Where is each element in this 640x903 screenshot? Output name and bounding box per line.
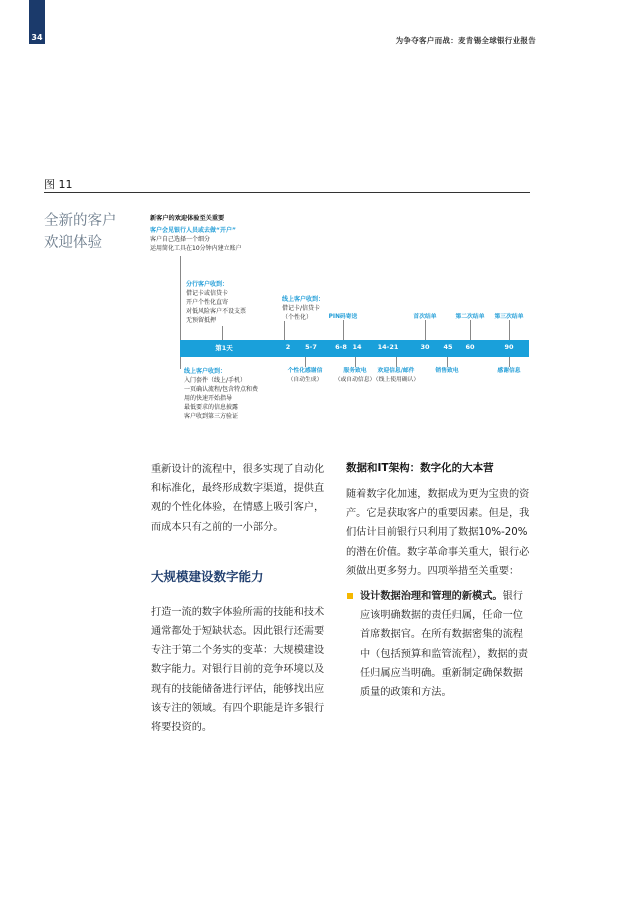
connector-line <box>470 320 471 340</box>
figure-label: 图 11 <box>44 178 73 191</box>
timeline-tick: 60 <box>465 343 475 351</box>
callout-line: 对低风险客户不设支票 <box>186 308 247 315</box>
below-head: 个性化感谢信 <box>287 368 323 374</box>
figure-heading: 全新的客户 欢迎体验 <box>44 213 117 251</box>
below-line: （自动生成） <box>287 377 323 383</box>
right-column <box>346 460 530 702</box>
connector-line <box>343 320 344 340</box>
below-thank-you-letter <box>288 367 323 385</box>
below-line: （线上使用确认） <box>372 377 420 383</box>
callout-meet-banker <box>150 226 242 253</box>
below-thanks-message <box>497 367 520 376</box>
left-paragraph-1: 重新设计的流程中，很多实现了自动化和标准化，最终形成数字渠道，提供直观的个性化体验，在情感上吸引客户，而成本只有之前的一小部分。 <box>151 464 325 533</box>
below-head: 欢迎信息/邮件 <box>377 368 415 374</box>
below-head: 服务致电 <box>343 368 367 374</box>
timeline-bar <box>180 340 529 357</box>
figure-rule <box>44 192 530 193</box>
bullet-square-icon <box>347 593 353 599</box>
below-welcome-mail <box>373 367 419 385</box>
below-line: （或自动信息） <box>334 377 376 383</box>
left-paragraph-2: 打造一流的数字体验所需的技能和技术通常都处于短缺状态。因此银行还需要专注于第二个务实的变革：大规模建设数字能力。对银行目前的竞争环境以及现有的技能储备进行评估，能够找出应该专注的领域。有四个职能是许多银行将要投资的。 <box>151 606 325 734</box>
callout-line: （个性化） <box>282 314 313 321</box>
connector-line <box>425 320 426 340</box>
timeline-tick: 5-7 <box>305 343 317 351</box>
connector-line <box>447 357 448 367</box>
callout-line: 无预留抵押 <box>186 317 217 324</box>
callout-branch-customer <box>186 280 246 325</box>
timeline-tick: 2 <box>285 343 291 351</box>
section-title-data-it: 数据和IT架构：数字化的大本营 <box>346 462 494 474</box>
timeline-tick: 第1天 <box>215 344 233 352</box>
connector-line <box>355 357 356 367</box>
callout-line: 入门套件（线上/手机） <box>184 377 247 384</box>
bullet-text <box>360 587 530 702</box>
callout-online-customer <box>282 295 324 322</box>
right-paragraph-1: 随着数字化加速，数据成为更为宝贵的资产。它是获取客户的重要因素。但是，我们估计目前银行只利用了数据10%-20%的潜在价值。数字革命事关重大，银行必须做出更多努力。四项举措至关重要： <box>346 489 530 577</box>
connector-line <box>222 326 223 340</box>
below-service-call <box>335 367 376 385</box>
callout-line: 借记卡/信贷卡 <box>282 305 321 312</box>
connector-line <box>509 320 510 340</box>
callout-line: 客户收到第三方验证 <box>184 413 239 420</box>
callout-line: 运用简化工具在10分钟内建立账户 <box>150 245 242 252</box>
milestone-pin: PIN码寄送 <box>328 314 358 320</box>
page-number: 34 <box>31 33 43 42</box>
timeline-tick: 30 <box>420 343 430 351</box>
below-head: 感谢信息 <box>497 368 521 374</box>
timeline-tick: 6-8 <box>335 343 347 351</box>
callout-line: 最低要求的信息披露 <box>184 404 239 411</box>
left-column <box>151 460 330 737</box>
bullet-lead: 设计数据治理和管理的新模式。 <box>360 591 503 603</box>
timeline-tick: 90 <box>504 343 514 351</box>
bullet-item <box>346 587 530 702</box>
timeline-tick: 14-21 <box>377 343 399 351</box>
timeline-tick: 45 <box>443 343 453 351</box>
page-number-tab <box>29 0 45 44</box>
connector-line <box>305 357 306 367</box>
connector-line <box>509 357 510 367</box>
callout-line: 客户自己选择一个细分 <box>150 236 211 243</box>
running-head: 为争夺客户而战：麦肯锡全球银行业报告 <box>395 36 536 45</box>
milestone-second-statement: 第二次结单 <box>455 314 485 320</box>
callout-line: 用的快速开始指导 <box>184 395 233 402</box>
connector-line <box>396 357 397 367</box>
connector-line <box>180 256 181 340</box>
below-online-kit <box>184 367 258 421</box>
callout-head: 客户会见银行人员或去做“开户” <box>150 227 236 234</box>
callout-head: 分行客户收到： <box>186 281 229 288</box>
section-title-digital-capability: 大规模建设数字能力 <box>151 568 264 584</box>
bullet-body: 银行应该明确数据的责任归属，任命一位首席数据官。在所有数据密集的流程中（包括预算和监管流程），数据的责任归属应当明确。重新制定确保数据质量的政策和方法。 <box>360 591 529 699</box>
timeline-tick: 14 <box>352 343 362 351</box>
below-head: 销售致电 <box>435 368 459 374</box>
callout-head: 线上客户收到： <box>282 296 325 303</box>
callout-line: 开户个性化直寄 <box>186 299 229 306</box>
connector-line <box>180 357 181 369</box>
callout-line: 一页确认流程/包含特点和费 <box>184 386 259 393</box>
below-sales-call <box>435 367 458 376</box>
milestone-third-statement: 第三次结单 <box>494 314 524 320</box>
callout-head: 线上客户收到： <box>184 368 227 375</box>
callout-line: 借记卡或信贷卡 <box>186 290 229 297</box>
diagram-title: 新客户的欢迎体验至关重要 <box>150 215 225 222</box>
milestone-first-statement: 首次结单 <box>413 314 437 320</box>
connector-line <box>284 321 285 340</box>
